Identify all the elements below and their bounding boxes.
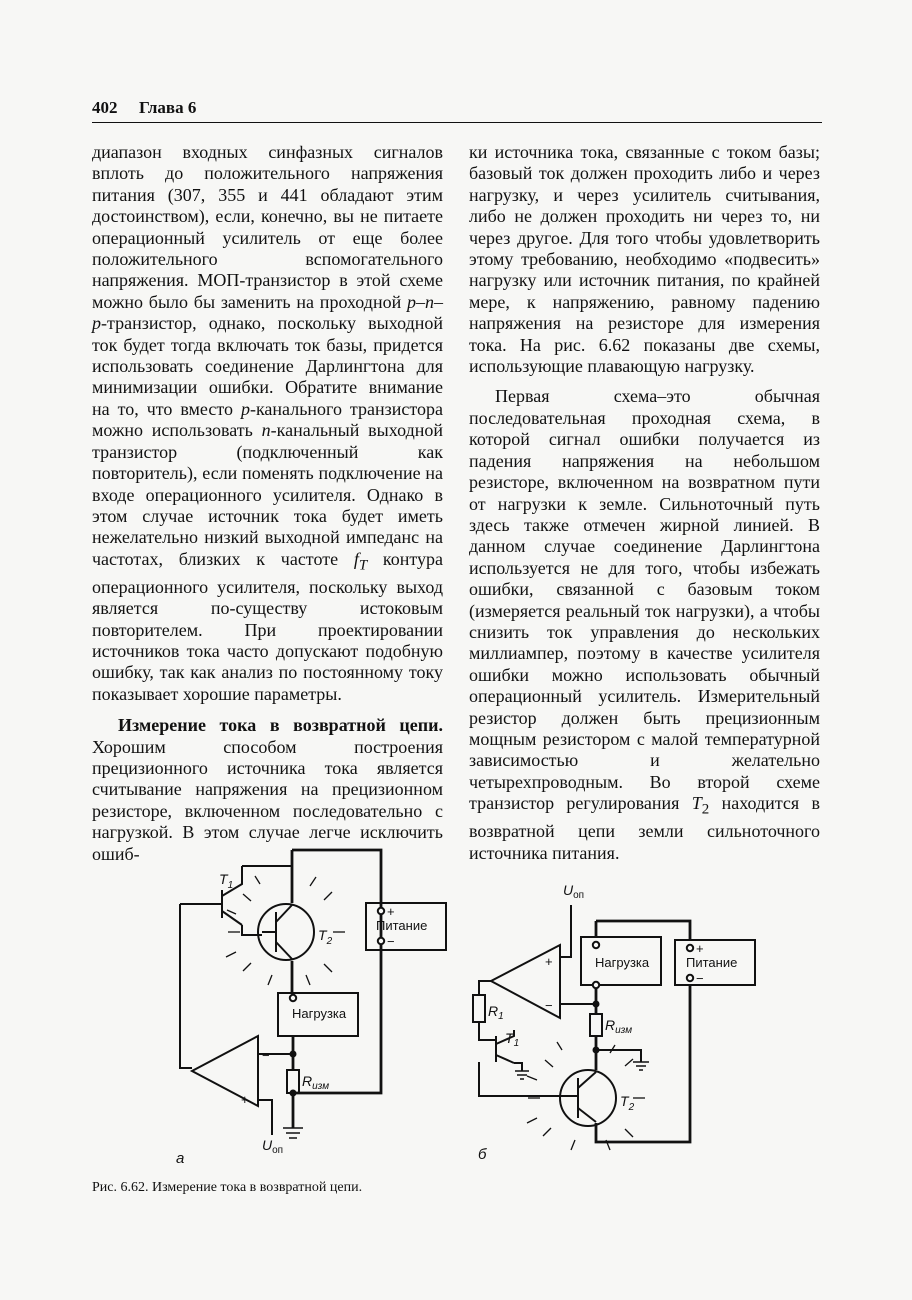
circuit-b xyxy=(473,905,755,1150)
figure-caption: Рис. 6.62. Измерение тока в возвратной цепи. xyxy=(92,1180,363,1195)
page-header xyxy=(92,96,822,123)
panel-letter-a: а xyxy=(176,1150,185,1167)
power-supply-box-b xyxy=(675,940,755,985)
label-u-ref-a: $U_{оп}$ xyxy=(262,1137,284,1156)
opamp-minus-b: − xyxy=(545,998,553,1013)
left-column xyxy=(92,142,443,865)
label-r-sense-b: $R_{изм}$ xyxy=(605,1017,633,1036)
load-box-a xyxy=(278,993,358,1036)
r1-b xyxy=(473,995,485,1022)
plus-sign-a-power: + xyxy=(387,904,395,919)
minus-sign-a-power: − xyxy=(387,934,395,949)
transistor-t2-a xyxy=(258,904,314,960)
opamp-b xyxy=(491,945,560,1018)
opamp-plus-b: + xyxy=(545,954,553,969)
left-paragraph-2: Измерение тока в возвратной цепи. Хорошим способом построения прецизионного источника тока является считывание напряжения на прецизионном резисторе, включенном последовательно с нагрузкой. В этом случае легче исключить ошиб- xyxy=(92,715,443,864)
label-r1-b: $R_1$ xyxy=(488,1003,504,1022)
r-sense-a xyxy=(287,1070,299,1093)
right-column xyxy=(469,142,820,864)
label-r-sense-a: $R_{изм}$ xyxy=(302,1073,330,1092)
plus-sign-b-power: + xyxy=(696,941,704,956)
label-t1-b: $T_1$ xyxy=(505,1030,520,1049)
label-t1-a: $T_1$ xyxy=(219,871,234,891)
power-label-a: Питание xyxy=(376,918,428,933)
section-heading: Измерение тока в возвратной цепи. xyxy=(118,715,443,736)
right-paragraph-1: ки источника тока, связанные с током базы; базовый ток должен проходить либо и через нагрузку, и через усилитель считывания, либо не должен проходить ни через то, ни через другое. Для того чтобы удовлетворить этому требованию, необходимо «подвесить» нагрузку или источник питания, по крайней мере, к напряжению, равному падению напряжения на резисторе для измерения тока. На рис. 6.62 показаны две схемы, использующие плавающую нагрузку. xyxy=(469,142,820,377)
load-box-b xyxy=(581,937,661,985)
circuit-a xyxy=(180,850,446,1138)
power-label-b: Питание xyxy=(686,955,738,970)
right-paragraph-2: Первая схема–это обычная последовательная проходная схема, в которой сигнал ошибки получается из падения напряжения на небольшом резисторе, включенном на возвратном пути от нагрузки к земле. Сильноточный путь здесь также отмечен жирной линией. В данном случае соединение Дарлингтона используется не для того, чтобы избежать ошибки, связанной с базовым током (измеряется реальный ток нагрузки), а чтобы снизить ток управления до нескольких миллиампер, поэтому в качестве усилителя ошибки можно использовать обычный операционный усилитель. Измерительный резистор должен быть прецизионным мощным резистором с малой температурной зависимостью и желательно четырехпроводным. Во второй схеме транзистор регулирования $T_2$ находится в возвратной цепи земли сильноточного источника питания. xyxy=(469,386,821,863)
load-label-a: Нагрузка xyxy=(292,1006,347,1021)
load-label-b: Нагрузка xyxy=(595,955,650,970)
minus-sign-b-power: − xyxy=(696,971,704,986)
opamp-minus-a: − xyxy=(262,1048,270,1063)
label-u-ref-b: $U_{оп}$ xyxy=(563,882,585,901)
label-t2-b: $T_2$ xyxy=(620,1093,635,1113)
r-sense-b xyxy=(590,1014,602,1036)
transistor-t2-b xyxy=(560,1070,616,1126)
opamp-plus-a: + xyxy=(241,1092,249,1107)
opamp-a xyxy=(192,1036,258,1106)
chapter-title: Глава 6 xyxy=(139,98,197,117)
left-paragraph-1: диапазон входных синфазных сигналов вплоть до положительного напряжения питания (307, 355 и 441 обладают этим достоинством), если, конечно, вы не питаете операционный усилитель от еще более положительного вспомогательного напряжения. МОП-транзистор в этой схеме можно было бы заменить на проходной p–n–p-транзистор, однако, поскольку выходной ток будет тогда включать ток базы, придется использовать соединение Дарлингтона для минимизации ошибки. Обратите внимание на то, что вместо p-канального транзистора можно использовать n-канальный выходной транзистор (подключенный как повторитель), если поменять подключение на входе операционного усилителя. Однако в этом случае источник тока будет иметь нежелательно низкий выходной импеданс на частотах, близких к частоте $f_T$ контура операционного усилителя, поскольку выход является по-существу истоковым повторителем. При проектировании источников тока часто допускают подобную ошибку, так как анализ по постоянному току показывает хорошие параметры. xyxy=(92,142,443,704)
page-number: 402 xyxy=(92,98,118,117)
power-supply-box-a xyxy=(366,903,446,950)
label-t2-a: $T_2$ xyxy=(318,927,333,947)
panel-letter-b: б xyxy=(478,1146,487,1163)
